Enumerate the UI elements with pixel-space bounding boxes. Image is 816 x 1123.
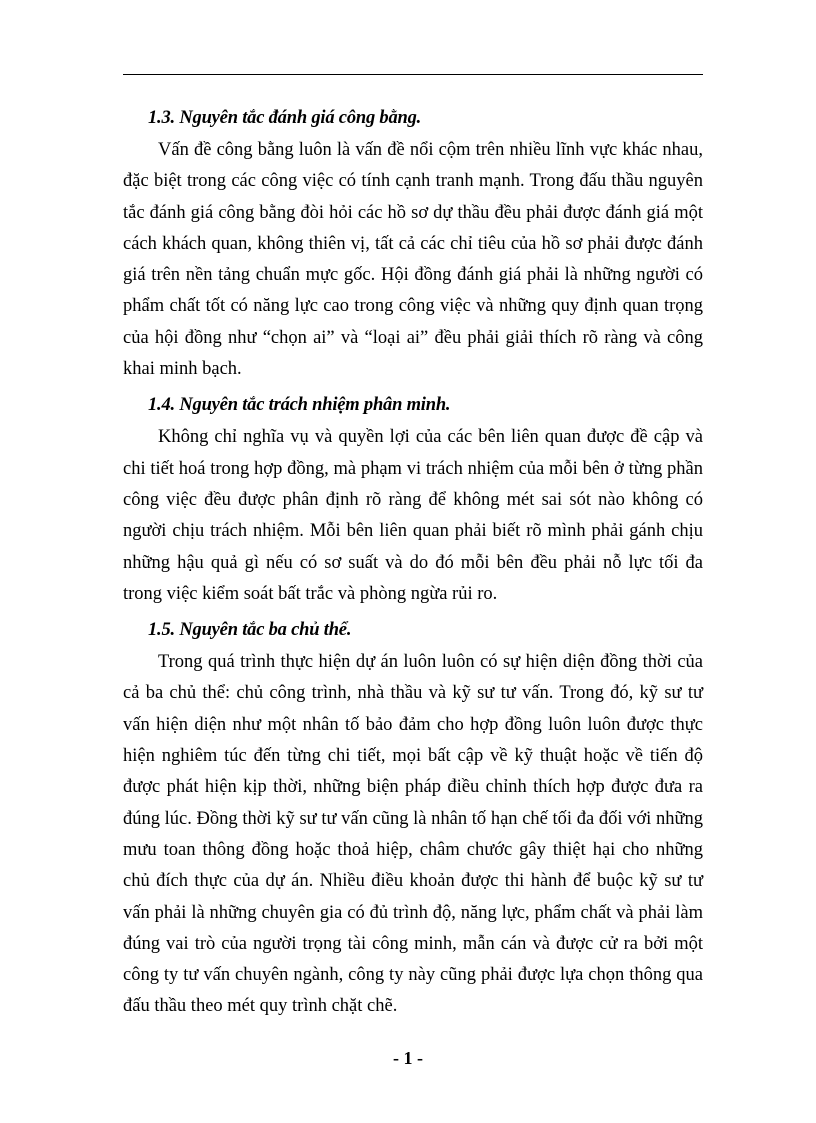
section-fair-evaluation (123, 102, 703, 385)
page-number: - 1 - (393, 1048, 423, 1068)
section-three-parties (123, 614, 703, 1023)
section-clear-responsibility (123, 389, 703, 610)
section-paragraph: Trong quá trình thực hiện dự án luôn luôn có sự hiện diện đồng thời của cả ba chủ thể: chủ công trình, nhà thầu và kỹ sư tư vấn. Trong đó, kỹ sư tư vấn hiện diện như một nhân tố bảo đảm cho hợp đồng luôn luôn được thực hiện nghiêm túc đến từng chi tiết, mọi bất cập về kỹ thuật hoặc về tiến độ được phát hiện kịp thời, những biện pháp điều chỉnh thích hợp được đưa ra đúng lúc. Đồng thời kỹ sư tư vấn cũng là nhân tố hạn chế tối đa đối với những mưu toan thông đồng hoặc thoả hiệp, châm chước gây thiệt hại cho những chủ đích thực của dự án. Nhiều điều khoản được thi hành để buộc kỹ sư tư vấn phải là những chuyên gia có đủ trình độ, năng lực, phẩm chất và phải làm đúng vai trò của người trọng tài công minh, mẫn cán và được cử ra bởi một công ty tư vấn chuyên ngành, công ty này cũng phải được lựa chọn thông qua đấu thầu theo mét quy trình chặt chẽ. (123, 652, 703, 1017)
section-heading: 1.3. Nguyên tắc đánh giá công bằng. (148, 108, 422, 128)
header-rule (123, 74, 703, 75)
section-heading: 1.4. Nguyên tắc trách nhiệm phân minh. (148, 395, 451, 416)
document-body (123, 102, 703, 1027)
section-paragraph: Không chỉ nghĩa vụ và quyền lợi của các bên liên quan được đề cập và chi tiết hoá trong hợp đồng, mà phạm vi trách nhiệm của mỗi bên ở từng phần công việc đều được phân định rõ ràng để không mét sai sót nào không có người chịu trách nhiệm. Mỗi bên liên quan phải biết rõ mình phải gánh chịu những hậu quả gì nếu có sơ suất và do đó mỗi bên đều phải nỗ lực tối đa trong việc kiểm soát bất trắc và phòng ngừa rủi ro. (123, 427, 703, 604)
section-paragraph: Vấn đề công bằng luôn là vấn đề nổi cộm trên nhiều lĩnh vực khác nhau, đặc biệt trong các công việc có tính cạnh tranh mạnh. Trong đấu thầu nguyên tắc đánh giá công bằng đòi hỏi các hồ sơ dự thầu đều phải được đánh giá một cách khách quan, không thiên vị, tất cả các chỉ tiêu của hồ sơ phải được đánh giá trên nền tảng chuẩn mực gốc. Hội đồng đánh giá phải là những người có phẩm chất tốt có năng lực cao trong công việc và những quy định quan trọng của hội đồng như “chọn ai” và “loại ai” đều phải giải thích rõ ràng và công khai minh bạch. (123, 140, 703, 380)
section-heading: 1.5. Nguyên tắc ba chủ thể. (148, 620, 352, 641)
